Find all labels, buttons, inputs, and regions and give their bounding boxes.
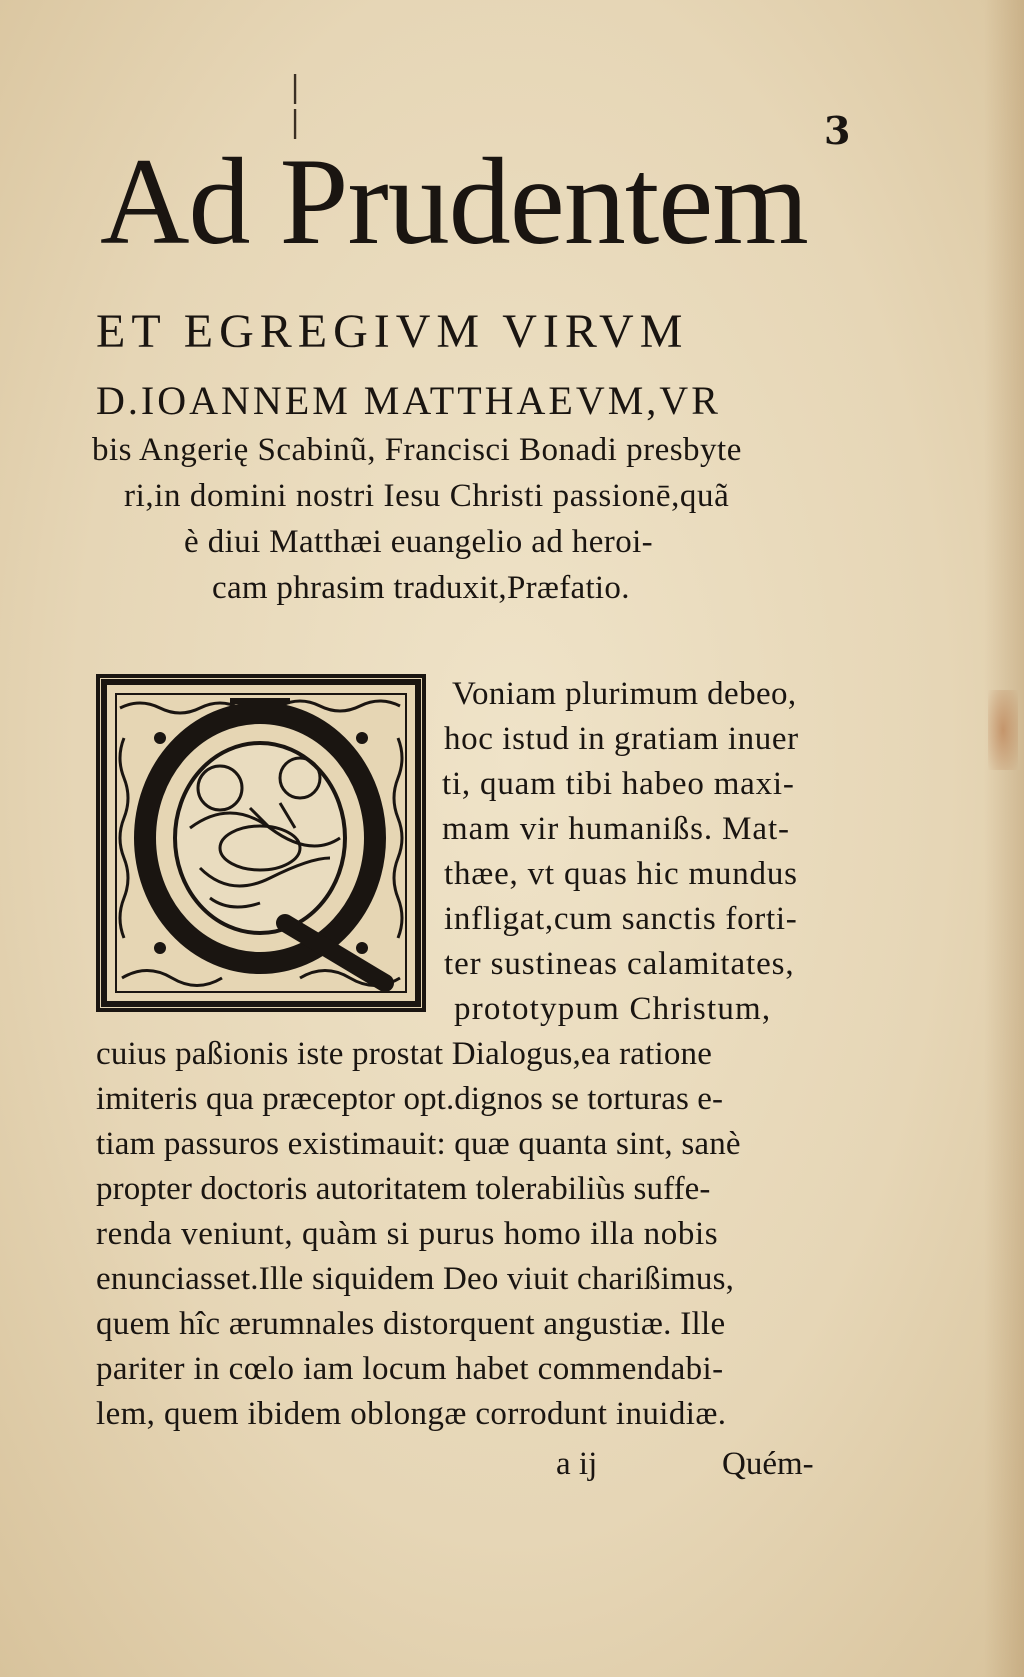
- body-line-7: ter sustineas calamitates,: [444, 946, 795, 982]
- heading-caps-line-1: ET EGREGIVM VIRVM: [96, 305, 689, 358]
- body-line-5: thæe, vt quas hic mundus: [444, 856, 798, 892]
- body-line-8: prototypum Christum,: [454, 991, 772, 1027]
- heading-line-2: ri,in domini nostri Iesu Christi passionē,quã: [124, 478, 730, 514]
- body-line-12: propter doctoris autoritatem tolerabiliùs suffe-: [96, 1171, 711, 1207]
- signature-mark: a ij: [556, 1446, 598, 1482]
- body-line-15: quem hîc ærumnales distorquent angustiæ. Ille: [96, 1306, 726, 1342]
- body-line-9: cuius paßionis iste prostat Dialogus,ea ratione: [96, 1036, 713, 1072]
- woodcut-initial-illustration: [100, 678, 422, 1008]
- body-line-6: infligat,cum sanctis forti-: [444, 901, 798, 937]
- page-number: 3: [824, 108, 851, 153]
- body-line-13: renda veniunt, quàm si purus homo illa nobis: [96, 1216, 719, 1252]
- paper-stain: [988, 690, 1018, 770]
- body-line-4: mam vir humanißs. Mat-: [442, 811, 790, 847]
- decorated-initial: [96, 674, 426, 1012]
- body-line-2: hoc istud in gratiam inuer: [444, 721, 799, 757]
- body-line-1: Voniam plurimum debeo,: [452, 676, 797, 712]
- heading-caps-line-2: D.IOANNEM MATTHAEVM,VR: [96, 378, 721, 423]
- bleed-through-marks: | |: [290, 70, 421, 140]
- body-line-3: ti, quam tibi habeo maxi-: [442, 766, 795, 802]
- catchword: Quém-: [722, 1446, 814, 1482]
- heading-line-1: bis Angerię Scabinũ, Francisci Bonadi presbyte: [92, 432, 742, 468]
- body-line-10: imiteris qua præceptor opt.dignos se torturas e-: [96, 1081, 724, 1117]
- page-title: Ad Prudentem: [100, 133, 808, 270]
- body-line-11: tiam passuros existimauit: quæ quanta sint, sanè: [96, 1126, 741, 1162]
- heading-line-4: cam phrasim traduxit,Præfatio.: [212, 570, 630, 606]
- body-line-14: enunciasset.Ille siquidem Deo viuit charißimus,: [96, 1261, 735, 1297]
- body-line-16: pariter in cœlo iam locum habet commendabi-: [96, 1351, 724, 1387]
- heading-line-3: è diui Matthæi euangelio ad heroi-: [184, 524, 654, 560]
- page-edge-shadow: [984, 0, 1024, 1677]
- body-line-17: lem, quem ibidem oblongæ corrodunt inuidiæ.: [96, 1396, 727, 1432]
